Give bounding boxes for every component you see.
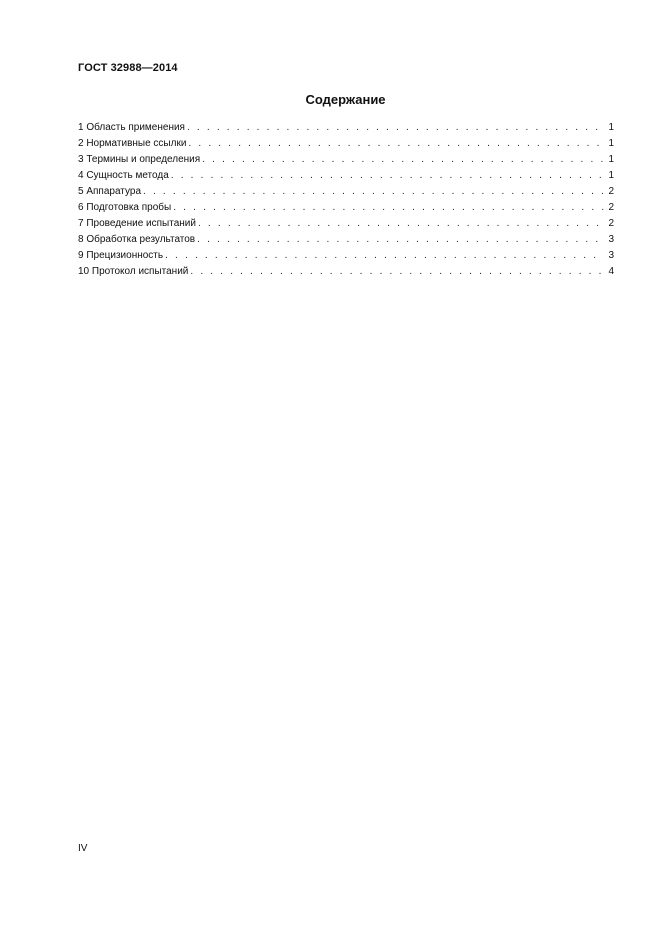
- toc-item-label: 10 Протокол испытаний: [78, 266, 189, 277]
- toc-item-label: 9 Прецизионность: [78, 250, 164, 261]
- toc-dot-leader: [202, 152, 604, 168]
- toc-item-page: 2: [608, 218, 614, 229]
- toc-item-page: 1: [608, 138, 614, 149]
- toc-item-label: 6 Подготовка пробы: [78, 202, 172, 213]
- toc-item-page: 1: [608, 170, 614, 181]
- toc-dot-leader: [165, 248, 604, 264]
- toc-dot-leader: [188, 136, 604, 152]
- toc-item-results-processing[interactable]: [78, 232, 614, 248]
- toc-item-label: 2 Нормативные ссылки: [78, 138, 187, 149]
- toc-item-page: 4: [608, 266, 614, 277]
- toc-title: Содержание: [305, 92, 386, 107]
- toc-item-normative-references[interactable]: [78, 136, 614, 152]
- toc-item-label: 1 Область применения: [78, 122, 185, 133]
- toc-item-label: 7 Проведение испытаний: [78, 218, 196, 229]
- toc-item-scope[interactable]: [78, 120, 614, 136]
- toc-dot-leader: [198, 216, 604, 232]
- toc-dot-leader: [143, 184, 604, 200]
- toc-item-page: 1: [608, 122, 614, 133]
- toc-item-label: 4 Сущность метода: [78, 170, 169, 181]
- toc-dot-leader: [190, 264, 604, 280]
- toc-dot-leader: [173, 200, 604, 216]
- toc-item-page: 3: [608, 234, 614, 245]
- document-code: ГОСТ 32988—2014: [78, 62, 178, 74]
- toc-item-label: 8 Обработка результатов: [78, 234, 196, 245]
- toc-item-test-report[interactable]: [78, 264, 614, 280]
- toc-item-testing[interactable]: [78, 216, 614, 232]
- toc-item-page: 1: [608, 154, 614, 165]
- toc-item-page: 2: [608, 186, 614, 197]
- toc-item-page: 2: [608, 202, 614, 213]
- toc-dot-leader: [187, 120, 604, 136]
- toc-item-page: 3: [608, 250, 614, 261]
- toc-item-label: 3 Термины и определения: [78, 154, 201, 165]
- toc-item-label: 5 Аппаратура: [78, 186, 142, 197]
- toc-item-method-principle[interactable]: [78, 168, 614, 184]
- table-of-contents: [78, 120, 614, 280]
- toc-item-terms[interactable]: [78, 152, 614, 168]
- toc-item-apparatus[interactable]: [78, 184, 614, 200]
- page-number: IV: [78, 843, 88, 854]
- toc-item-sample-preparation[interactable]: [78, 200, 614, 216]
- toc-dot-leader: [197, 232, 604, 248]
- toc-dot-leader: [171, 168, 605, 184]
- toc-item-precision[interactable]: [78, 248, 614, 264]
